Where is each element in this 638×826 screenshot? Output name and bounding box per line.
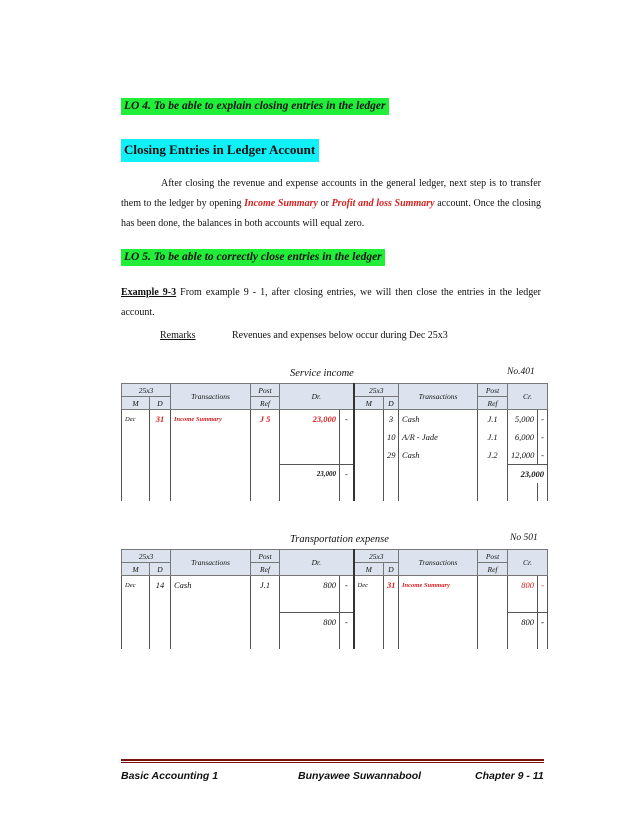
cell: Dec <box>122 576 150 595</box>
ledger2-year-cr: 25x3 <box>354 550 399 563</box>
ledger1-year-dr: 25x3 <box>122 384 171 397</box>
lo4-heading: LO 4. To be able to explain closing entries in the ledger <box>121 98 389 115</box>
cell: 23,000 <box>280 410 340 429</box>
para-text-1: After closing the revenue and expense accounts in the general ledger, next step is to transfer them to the ledger by opening <box>121 178 541 209</box>
ledger2-d-dr: D <box>150 563 171 576</box>
ledger2-m-dr: M <box>122 563 150 576</box>
ledger1-ref-cr: Ref <box>478 397 508 410</box>
cell: J.1 <box>478 428 508 446</box>
ledger2-row <box>122 576 548 595</box>
ledger1-d-dr: D <box>150 397 171 410</box>
ledger1-total-dr: 23,000 <box>280 465 340 484</box>
ledger2-total-dr: 800 <box>280 613 340 632</box>
cell <box>354 410 384 429</box>
cell: J.2 <box>478 446 508 465</box>
ledger2-m-cr: M <box>354 563 384 576</box>
cell: - <box>340 465 354 484</box>
footer-author: Bunyawee Suwannabool <box>298 770 422 782</box>
cell: Cash <box>399 410 478 429</box>
ledger1-cr-header: Cr. <box>508 384 548 410</box>
ledger1-m-dr: M <box>122 397 150 410</box>
cell: 800 <box>508 576 538 595</box>
cell: J.1 <box>251 576 280 595</box>
cell: 31 <box>384 576 399 595</box>
ledger1-post-cr: Post <box>478 384 508 397</box>
example-paragraph <box>121 283 541 323</box>
intro-paragraph <box>121 174 541 234</box>
ledger1-row <box>122 446 548 465</box>
ledger1-d-cr: D <box>384 397 399 410</box>
remarks-label: Remarks <box>160 330 196 341</box>
ledger2-number: No 501 <box>510 533 538 543</box>
ledger1-table <box>121 383 548 501</box>
ledger2-dr-header: Dr. <box>280 550 354 576</box>
cell: 29 <box>384 446 399 465</box>
ledger1-number: No.401 <box>507 367 535 377</box>
cell: - <box>538 410 548 429</box>
cell: 5,000 <box>508 410 538 429</box>
section-heading: Closing Entries in Ledger Account <box>121 139 319 162</box>
para-text-3: account. Once the closing has been done, the balances in both accounts will equal zero. <box>121 198 541 229</box>
cell: 31 <box>150 410 171 429</box>
cell: 800 <box>280 576 340 595</box>
cell: Income Summary <box>399 576 478 595</box>
ledger1-transactions-dr: Transactions <box>171 384 251 410</box>
cell: - <box>340 410 354 429</box>
cell: Dec <box>122 410 150 429</box>
ledger2-transactions-cr: Transactions <box>399 550 478 576</box>
profit-loss-summary-term: Profit and loss Summary <box>331 198 435 209</box>
cell: 10 <box>384 428 399 446</box>
ledger1-total-cr: 23,000 <box>508 465 548 484</box>
cell: 14 <box>150 576 171 595</box>
cell <box>478 576 508 595</box>
cell: - <box>538 613 548 632</box>
ledger1-transactions-cr: Transactions <box>399 384 478 410</box>
ledger1-total-row <box>122 465 548 484</box>
footer-rule-thin <box>121 762 544 763</box>
ledger1-m-cr: M <box>354 397 384 410</box>
cell: - <box>340 613 354 632</box>
para-text-2: or <box>317 198 332 209</box>
cell: 6,000 <box>508 428 538 446</box>
ledger1-title: Service income <box>290 368 354 379</box>
ledger2-transactions-dr: Transactions <box>171 550 251 576</box>
example-text: From example 9 - 1, after closing entries, we will then close the entries in the ledger account. <box>121 287 542 318</box>
ledger2-total-row <box>122 613 548 632</box>
ledger1-row <box>122 428 548 446</box>
cell: Dec <box>354 576 384 595</box>
ledger2-table <box>121 549 548 649</box>
ledger2-title: Transportation expense <box>290 534 389 545</box>
cell: J 5 <box>251 410 280 429</box>
ledger2-ref-cr: Ref <box>478 563 508 576</box>
remarks-text: Revenues and expenses below occur during Dec 25x3 <box>232 330 448 341</box>
cell: 3 <box>384 410 399 429</box>
ledger2-ref-dr: Ref <box>251 563 280 576</box>
cell: A/R - Jade <box>399 428 478 446</box>
footer-rule <box>121 759 544 761</box>
cell <box>354 446 384 465</box>
cell: - <box>538 428 548 446</box>
ledger2-total-cr: 800 <box>508 613 538 632</box>
cell: - <box>538 576 548 595</box>
ledger2-post-cr: Post <box>478 550 508 563</box>
footer-page: Chapter 9 - 11 <box>475 770 544 782</box>
ledger1-ref-dr: Ref <box>251 397 280 410</box>
lo5-heading: LO 5. To be able to correctly close entries in the ledger <box>121 249 385 266</box>
ledger1-post-dr: Post <box>251 384 280 397</box>
cell: Income Summary <box>171 410 251 429</box>
footer-course: Basic Accounting 1 <box>121 770 219 782</box>
ledger2-post-dr: Post <box>251 550 280 563</box>
income-summary-term: Income Summary <box>244 198 318 209</box>
cell: Cash <box>171 576 251 595</box>
cell: - <box>538 446 548 465</box>
example-label: Example 9-3 <box>121 287 177 298</box>
cell: J.1 <box>478 410 508 429</box>
ledger1-dr-header: Dr. <box>280 384 354 410</box>
cell: - <box>340 576 354 595</box>
cell: 12,000 <box>508 446 538 465</box>
ledger2-d-cr: D <box>384 563 399 576</box>
ledger1-row <box>122 410 548 429</box>
ledger2-cr-header: Cr. <box>508 550 548 576</box>
ledger2-year-dr: 25x3 <box>122 550 171 563</box>
cell <box>354 428 384 446</box>
ledger1-year-cr: 25x3 <box>354 384 399 397</box>
cell: Cash <box>399 446 478 465</box>
